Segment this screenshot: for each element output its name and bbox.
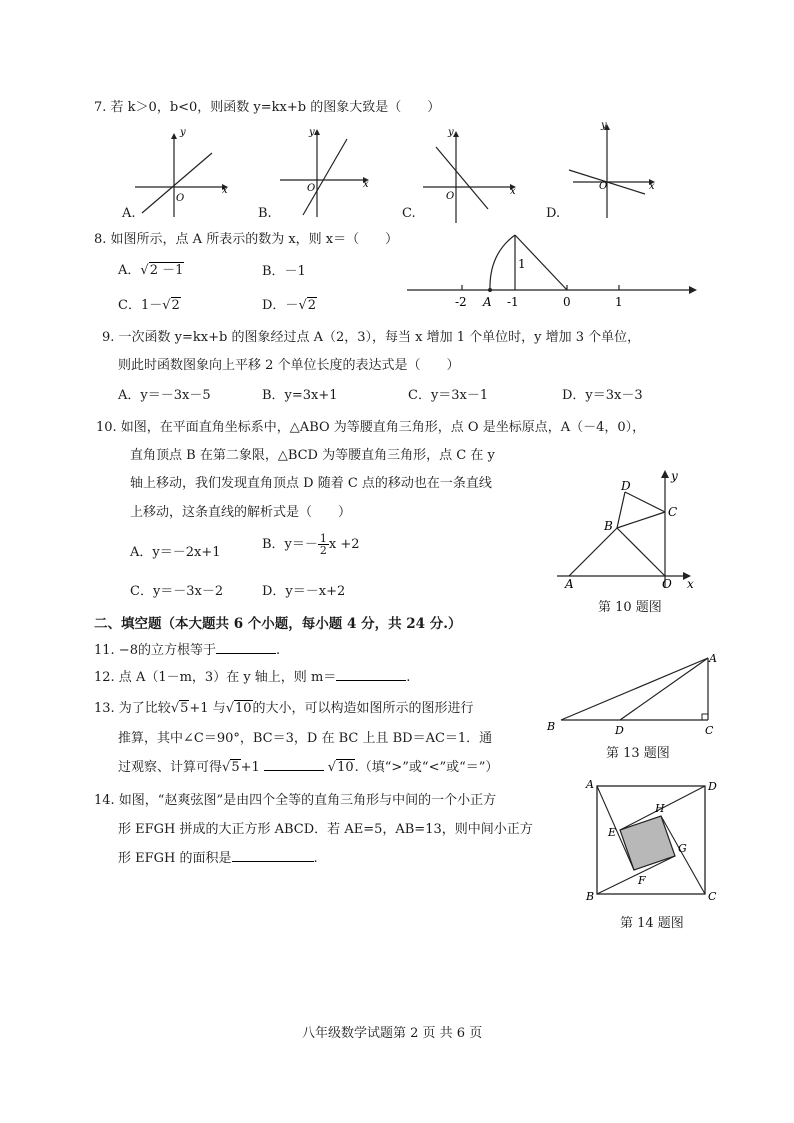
q12: 12. 点 A（1－m，3）在 y 轴上，则 m＝ . [94, 670, 411, 685]
q13-label-d: D [615, 724, 624, 737]
q7b-y: y [309, 127, 315, 138]
q9-opt-b: B．y=3x+1 [262, 388, 338, 403]
q8-height-label: 1 [518, 257, 526, 271]
q9-opt-d: D．y＝3x－3 [562, 388, 643, 403]
page-footer: 八年级数学试题第 2 页 共 6 页 [302, 1026, 483, 1041]
q10-label-c: C [668, 505, 678, 519]
q10-line1: 10. 如图，在平面直角坐标系中，△ABO 为等腰直角三角形，点 O 是坐标原点，A（－4，0）， [96, 420, 646, 435]
q8-tick-1: 1 [615, 295, 623, 309]
q7d-o: O [599, 181, 608, 192]
q8-tick-0: 0 [563, 295, 571, 309]
q14-label-h: H [655, 802, 665, 815]
q9-opt-a: A．y＝－3x－5 [118, 388, 211, 403]
q7a-y: y [180, 127, 186, 138]
q14-line2: 形 EFGH 拼成的大正方形 ABCD．若 AE=5，AB=13，则中间小正方 [118, 822, 533, 837]
q10-label-x: x [687, 577, 694, 591]
q14-label-c: C [708, 890, 717, 903]
q10-label-a: A [565, 577, 574, 591]
q11: 11. −8的立方根等于 . [94, 643, 281, 658]
q14-caption: 第 14 题图 [620, 916, 684, 931]
q8-opt-d: D．－√2 [262, 298, 317, 313]
q8-stem: 8. 如图所示，点 A 所表示的数为 x，则 x＝（ ） [94, 232, 399, 247]
q7d-y: y [601, 120, 607, 131]
q7c-x: x [510, 186, 516, 197]
q14-label-d: D [708, 780, 717, 793]
q7b-o: O [307, 183, 316, 194]
q7-opt-b: B. [258, 206, 272, 221]
q14-line3: 形 EFGH 的面积是 . [118, 851, 318, 866]
q13-line2: 推算，其中∠C＝90°，BC＝3，D 在 BC 上且 BD＝AC＝1．通 [118, 731, 493, 746]
q14-line1: 14. 如图，“赵爽弦图”是由四个全等的直角三角形与中间的一个小正方 [94, 793, 497, 808]
q8-tick-a: A [483, 295, 492, 309]
q10-line2: 直角顶点 B 在第二象限，△BCD 为等腰直角三角形，点 C 在 y [130, 448, 495, 463]
q7-graph-a [130, 125, 230, 220]
q10-opt-d: D．y＝－x+2 [262, 584, 346, 599]
q13-label-a: A [709, 652, 717, 665]
q14-label-a: A [586, 778, 594, 791]
q7-graph-c [420, 125, 520, 225]
q10-opt-a: A．y＝－2x+1 [130, 545, 221, 560]
q14-label-b: B [586, 890, 595, 903]
q7c-y: y [448, 127, 454, 138]
q10-opt-c: C．y＝－3x－2 [130, 584, 224, 599]
q10-line4: 上移动，这条直线的解析式是（ ） [130, 505, 352, 520]
q13-caption: 第 13 题图 [606, 746, 670, 761]
q7-opt-d: D. [546, 206, 561, 221]
q13-label-b: B [547, 720, 556, 733]
q10-opt-b: B．y＝－ $\frac{1}{2}$ x +2 [262, 532, 360, 557]
q13-figure [545, 650, 725, 740]
q10-label-d: D [621, 479, 631, 493]
q10-figure [555, 470, 705, 590]
q9-line2: 则此时函数图象向上平移 2 个单位长度的表达式是（ ） [118, 358, 460, 373]
q7b-x: x [363, 179, 369, 190]
q8-opt-a: A．√2 －1 [118, 263, 184, 278]
q10-label-y: y [671, 469, 678, 483]
q7-opt-a: A. [122, 206, 136, 221]
q7-stem: 7. 若 k＞0，b<0，则函数 y=kx+b 的图象大致是（ ） [94, 100, 441, 115]
q8-tick-neg2: -2 [455, 295, 467, 309]
q9-line1: 9. 一次函数 y=kx+b 的图象经过点 A（2，3），每当 x 增加 1 个单位时，y 增加 3 个单位， [102, 330, 641, 345]
q14-figure [582, 776, 722, 906]
q10-caption: 第 10 题图 [598, 600, 662, 615]
q7d-x: x [649, 181, 655, 192]
q14-label-g: G [678, 842, 687, 855]
q7-graph-b [275, 125, 375, 220]
q7-graph-d [565, 120, 665, 220]
q8-number-line-figure [405, 232, 700, 312]
q14-label-e: E [608, 826, 617, 839]
q9-opt-c: C．y＝3x－1 [408, 388, 489, 403]
q7a-x: x [222, 185, 228, 196]
q10-line3: 轴上移动，我们发现直角顶点 D 随着 C 点的移动也在一条直线 [130, 476, 492, 491]
q7-opt-c: C. [402, 206, 416, 221]
q8-opt-c: C．1－√2 [118, 298, 180, 313]
q7a-o: O [176, 193, 185, 204]
q14-label-f: F [638, 874, 646, 887]
q13-label-c: C [705, 724, 714, 737]
q10-label-b: B [604, 519, 613, 533]
q8-opt-b: B．－1 [262, 264, 306, 279]
section-2-heading: 二、填空题（本大题共 6 个小题，每小题 4 分，共 24 分.） [94, 616, 462, 632]
q13-line1: 13. 为了比较√5+1 与√10的大小，可以构造如图所示的图形进行 [94, 701, 474, 716]
q13-line3: 过观察、计算可得√5+1 √10.（填“>”或“<”或“＝”） [118, 760, 499, 775]
q7c-o: O [446, 191, 455, 202]
q10-label-o: O [662, 577, 672, 591]
q8-tick-neg1: -1 [507, 295, 519, 309]
